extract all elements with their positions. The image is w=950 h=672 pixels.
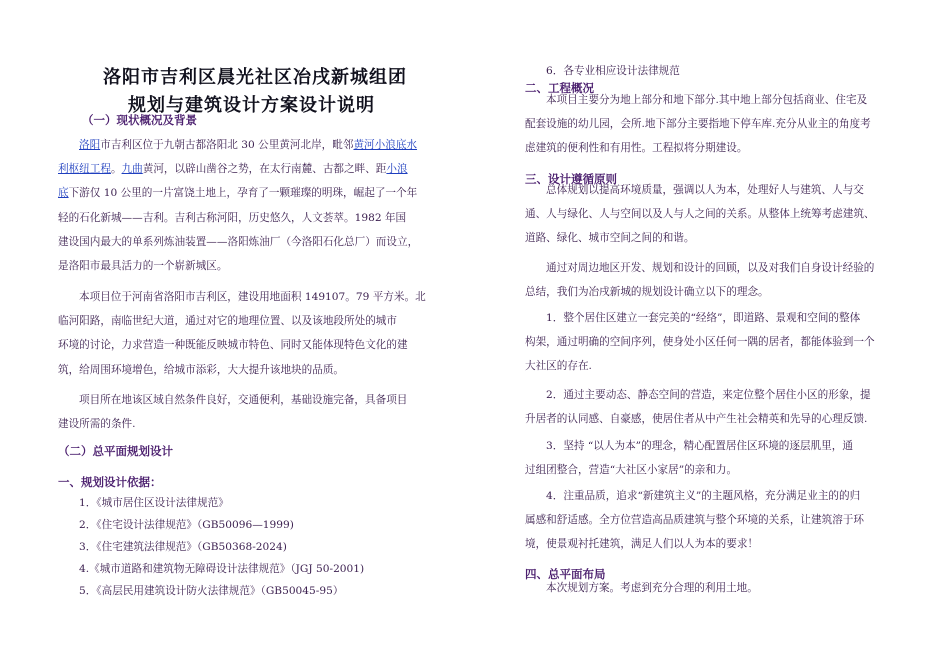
basis-item: 4.《城市道路和建筑物无障碍设计法律规范》（JGJ 50-2001)	[79, 563, 365, 575]
basis-item: 5．《高层民用建筑设计防火法律规范》（GB50045-95）	[79, 585, 344, 597]
paragraph-line: 是洛阳市最具活力的一个崭新城区。	[58, 260, 228, 273]
link-jiuqu[interactable]: 九曲	[121, 163, 143, 176]
paragraph-project-site	[58, 285, 438, 382]
paragraph-line: 项目所在地该区域自然条件良好，交通便利，基础设施完备，具备项目	[79, 394, 408, 406]
paragraph-line: 境，使景观衬托建筑，满足人们以人为本的要求！	[525, 538, 759, 551]
paragraph-line: 属感和舒适感。全方位营造高品质建筑与整个环境的关系，让建筑溶于环	[525, 514, 864, 527]
document-title-line2: 规划与建筑设计方案设计说明	[128, 95, 375, 116]
link-hub-project[interactable]: 利枢纽工程	[58, 163, 111, 176]
paragraph-layout: 本次规划方案。考虑到充分合理的利用土地。	[546, 582, 758, 594]
paragraph-line: 建设所需的条件.	[58, 418, 136, 431]
subsection-heading-design-basis: 一、规划设计依据：	[58, 475, 162, 489]
paragraph-line: 配套设施的幼儿园，会所.地下部分主要指地下停车库.充分从业主的角度考	[525, 118, 871, 131]
paragraph-line: 3．坚持 “以人为本”的理念，精心配置居住区环境的逐层肌里，通	[546, 440, 853, 452]
basis-item: 3．《住宅建筑法律规范》（GB50368-2024)	[79, 541, 287, 553]
text-run: 黄河，以辟山凿谷之势，在太行南麓、古都之畔、距	[142, 163, 387, 176]
basis-item: 1．《城市居住区设计法律规范》	[79, 497, 229, 509]
section-heading-background: （一）现状概况及背景	[82, 113, 197, 127]
link-di[interactable]: 底	[58, 187, 69, 200]
paragraph-principles	[525, 178, 905, 251]
paragraph-line: 虑建筑的便利性和有用性。工程拟将分期建设。	[525, 142, 748, 155]
text-run: 。	[110, 163, 122, 176]
paragraph-idea-4	[525, 484, 905, 557]
link-luoyang[interactable]: 洛阳	[79, 139, 101, 151]
paragraph-line: 道路、绿化、城市空间之间的和谐。	[525, 232, 695, 245]
section-heading-principles: 三、设计遵循原则	[525, 172, 617, 186]
paragraph-line: 总体规划以提高环境质量，强调以人为本，处理好人与建筑、人与交	[546, 184, 864, 196]
paragraph-idea-3	[525, 434, 905, 482]
paragraph-overview	[525, 88, 905, 161]
paragraph-line: 升居者的认同感、自豪感，使居住者从中产生社会精英和先导的心理反馈.	[525, 413, 868, 426]
paragraph-line: 4．注重品质，追求“新建筑主义”的主题风格，充分满足业主的的归	[546, 490, 861, 502]
section-heading-master-plan: （二）总平面规划设计	[58, 444, 173, 458]
link-xiaolang[interactable]: 小浪	[386, 163, 408, 176]
paragraph-line	[58, 157, 438, 181]
paragraph-line: 本项目位于河南省洛阳市吉利区，建设用地面积 149107。79 平方米。北	[79, 291, 426, 303]
paragraph-line: 2．通过主要动态、静态空间的营造，来定位整个居住小区的形象，提	[546, 389, 871, 401]
paragraph-line: 总结，我们为冶戌新城的规划设计确立以下的理念。	[525, 286, 769, 299]
basis-item: 6．各专业相应设计法律规范	[546, 65, 680, 77]
paragraph-idea-2	[525, 383, 905, 431]
paragraph-line: 筑，给周围环境增色，给城市添彩，大大提升该地块的品质。	[58, 363, 345, 376]
section-heading-overview: 二、工程概况	[525, 81, 594, 95]
paragraph-line: 环境的讨论，力求营造一种既能反映城市特色、同时又能体现特色文化的建	[58, 339, 408, 352]
paragraph-line: 通、人与绿化、人与空间以及人与人之间的关系。从整体上统筹考虑建筑、	[525, 208, 875, 221]
paragraph-line: 建设国内最大的单系列炼油装置——洛阳炼油厂（今洛阳石化总厂）而设立，	[58, 235, 419, 248]
basis-item: 2．《住宅设计法律规范》（GB50096—1999)	[79, 519, 294, 531]
paragraph-line: 通过对周边地区开发、规划和设计的回顾，以及对我们自身设计经验的	[546, 262, 875, 274]
document-title-line1: 洛阳市吉利区晨光社区冶戌新城组团	[103, 67, 407, 88]
paragraph-line	[58, 133, 438, 157]
paragraph-line: 本项目主要分为地上部分和地下部分.其中地上部分包括商业、住宅及	[546, 94, 868, 106]
section-heading-layout: 四、总平面布局	[525, 567, 606, 581]
paragraph-review	[525, 256, 905, 304]
paragraph-line	[58, 181, 438, 205]
link-xiaolangdi-water[interactable]: 黄河小浪底水	[353, 139, 418, 151]
paragraph-line: 构架，通过明确的空间序列，使身处小区任何一隅的居者，都能体验到一个	[525, 336, 875, 349]
paragraph-line: 1．整个居住区建立一套完美的“经络”，即道路、景观和空间的整体	[546, 312, 861, 324]
text-run: 市吉利区位于九朝古都洛阳北 30 公里黄河北岸，毗邻	[100, 139, 354, 151]
paragraph-line: 临河阳路，南临世纪大道，通过对它的地理位置、以及该地段所处的城市	[58, 315, 397, 328]
text-run: 下游仅 10 公里的一片富饶土地上，孕育了一颗璀璨的明珠，崛起了一个年	[68, 187, 418, 200]
paragraph-location	[58, 133, 438, 278]
paragraph-line: 大社区的存在.	[525, 360, 592, 373]
paragraph-line: 轻的石化新城——吉利。吉利古称河阳，历史悠久，人文荟萃。1982 年国	[58, 211, 407, 224]
paragraph-idea-1	[525, 306, 905, 379]
paragraph-conditions	[58, 388, 438, 436]
paragraph-line: 过组团整合，营造“大社区小家居”的亲和力。	[525, 464, 738, 477]
